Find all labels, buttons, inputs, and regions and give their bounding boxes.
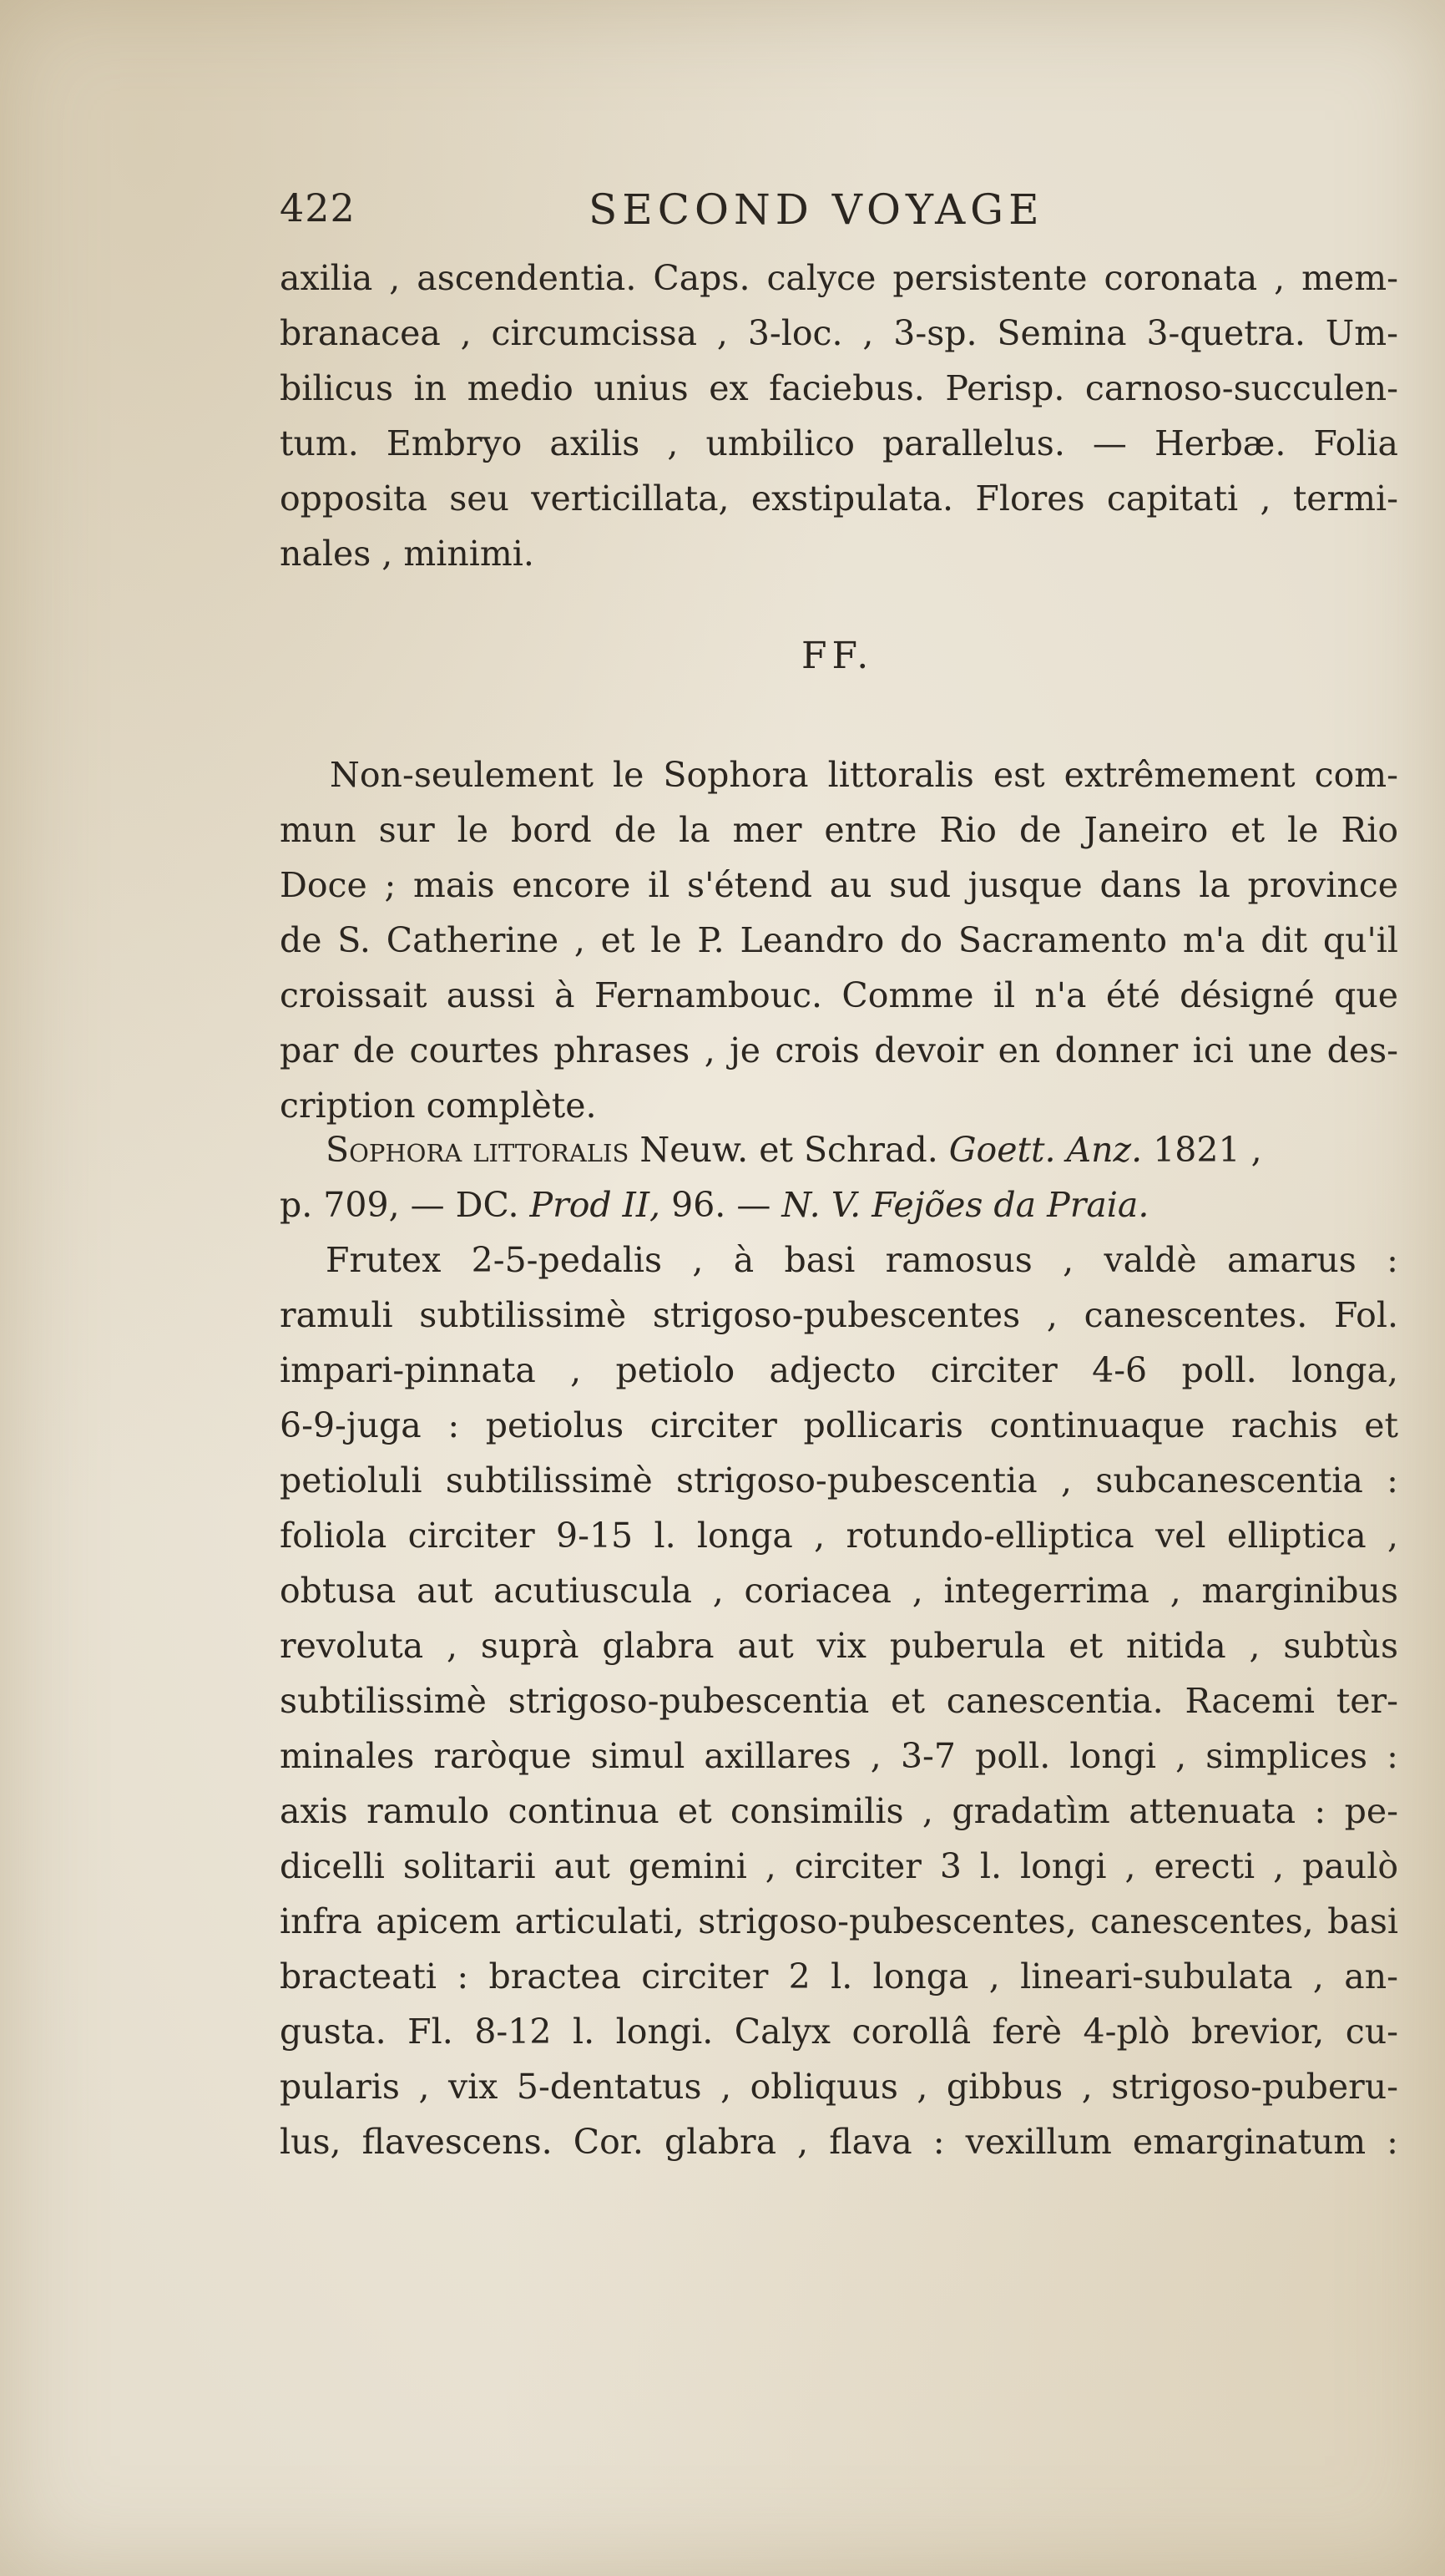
reference-prodromus: Prod II, [529, 1185, 661, 1225]
text-line: gusta. Fl. 8-12 l. longi. Calyx corollâ ferè 4-plò brevior, cu- [280, 2012, 1398, 2052]
top-paragraph [280, 251, 1398, 581]
reference-year: 1821 , [1142, 1130, 1262, 1170]
text-line: Doce ; mais encore il s'étend au sud jusque dans la province [280, 865, 1398, 905]
text-line: ramuli subtilissimè strigoso-pubescentes , canescentes. Fol. [280, 1295, 1398, 1335]
text-line: cription complète. [280, 1086, 597, 1126]
text-line: impari-pinnata , petiolo adjecto circiter 4-6 poll. longa, [280, 1350, 1398, 1390]
text-line: Non-seulement le Sophora littoralis est extrêmement com- [330, 755, 1398, 795]
text-line: foliola circiter 9-15 l. longa , rotundo-elliptica vel elliptica , [280, 1516, 1398, 1556]
text-line: croissait aussi à Fernambouc. Comme il n'a été désigné que [280, 975, 1398, 1015]
text-line: revoluta , suprà glabra aut vix puberula et nitida , subtùs [280, 1626, 1398, 1666]
french-paragraph [280, 747, 1398, 1133]
section-mark: FF. [801, 635, 874, 677]
text-line: dicelli solitarii aut gemini , circiter 3 l. longi , erecti , paulò [280, 1846, 1398, 1886]
reference-page: p. 709, — DC. [280, 1185, 530, 1225]
text-line: subtilissimè strigoso-pubescentia et canescentia. Racemi ter- [280, 1681, 1398, 1721]
text-line: pularis , vix 5-dentatus , obliquus , gibbus , strigoso-puberu- [280, 2067, 1398, 2107]
text-line: axis ramulo continua et consimilis , gradatìm attenuata : pe- [280, 1791, 1398, 1831]
text-line: minales raròque simul axillares , 3-7 poll. longi , simplices : [280, 1736, 1398, 1776]
text-line: mun sur le bord de la mer entre Rio de Janeiro et le Rio [280, 810, 1398, 850]
vernacular-name: N. V. Fejões da Praia. [781, 1185, 1149, 1225]
page-number: 422 [280, 185, 356, 230]
species-line-1 [280, 1122, 1398, 1177]
text-line: axilia , ascendentia. Caps. calyce persistente coronata , mem- [280, 258, 1398, 298]
species-citation [280, 1122, 1398, 1232]
text-line: de S. Catherine , et le P. Leandro do Sacramento m'a dit qu'il [280, 920, 1398, 960]
text-line: infra apicem articulati, strigoso-pubescentes, canescentes, basi [280, 1901, 1398, 1941]
text-line: tum. Embryo axilis , umbilico parallelus. — Herbæ. Folia [280, 423, 1398, 463]
text-line: 6-9-juga : petiolus circiter pollicaris continuaque rachis et [280, 1405, 1398, 1445]
text-line: Frutex 2-5-pedalis , à basi ramosus , valdè amarus : [326, 1240, 1398, 1280]
text-line: petioluli subtilissimè strigoso-pubescentia , subcanescentia : [280, 1460, 1398, 1501]
text-line: branacea , circumcissa , 3-loc. , 3-sp. Semina 3-quetra. Um- [280, 313, 1398, 353]
page-header [280, 185, 1148, 244]
species-authors: Neuw. et Schrad. [629, 1130, 949, 1170]
running-title: SECOND VOYAGE [589, 185, 1044, 234]
text-line: opposita seu verticillata, exstipulata. Flores capitati , termi- [280, 478, 1398, 519]
text-line: nales , minimi. [280, 534, 534, 574]
species-line-2 [280, 1177, 1398, 1232]
reference-journal: Goett. Anz. [948, 1130, 1143, 1170]
species-name: Sophora littoralis [326, 1130, 629, 1170]
text-line: par de courtes phrases , je crois devoir en donner ici une des- [280, 1030, 1398, 1070]
reference-prodromus-page: 96. — [660, 1185, 782, 1225]
text-line: bracteati : bractea circiter 2 l. longa , lineari-subulata , an- [280, 1956, 1398, 1997]
text-line: lus, flavescens. Cor. glabra , flava : vexillum emarginatum : [280, 2122, 1398, 2162]
text-line: obtusa aut acutiuscula , coriacea , integerrima , marginibus [280, 1571, 1398, 1611]
latin-description [280, 1232, 1398, 2169]
text-line: bilicus in medio unius ex faciebus. Perisp. carnoso-succulen- [280, 368, 1398, 408]
